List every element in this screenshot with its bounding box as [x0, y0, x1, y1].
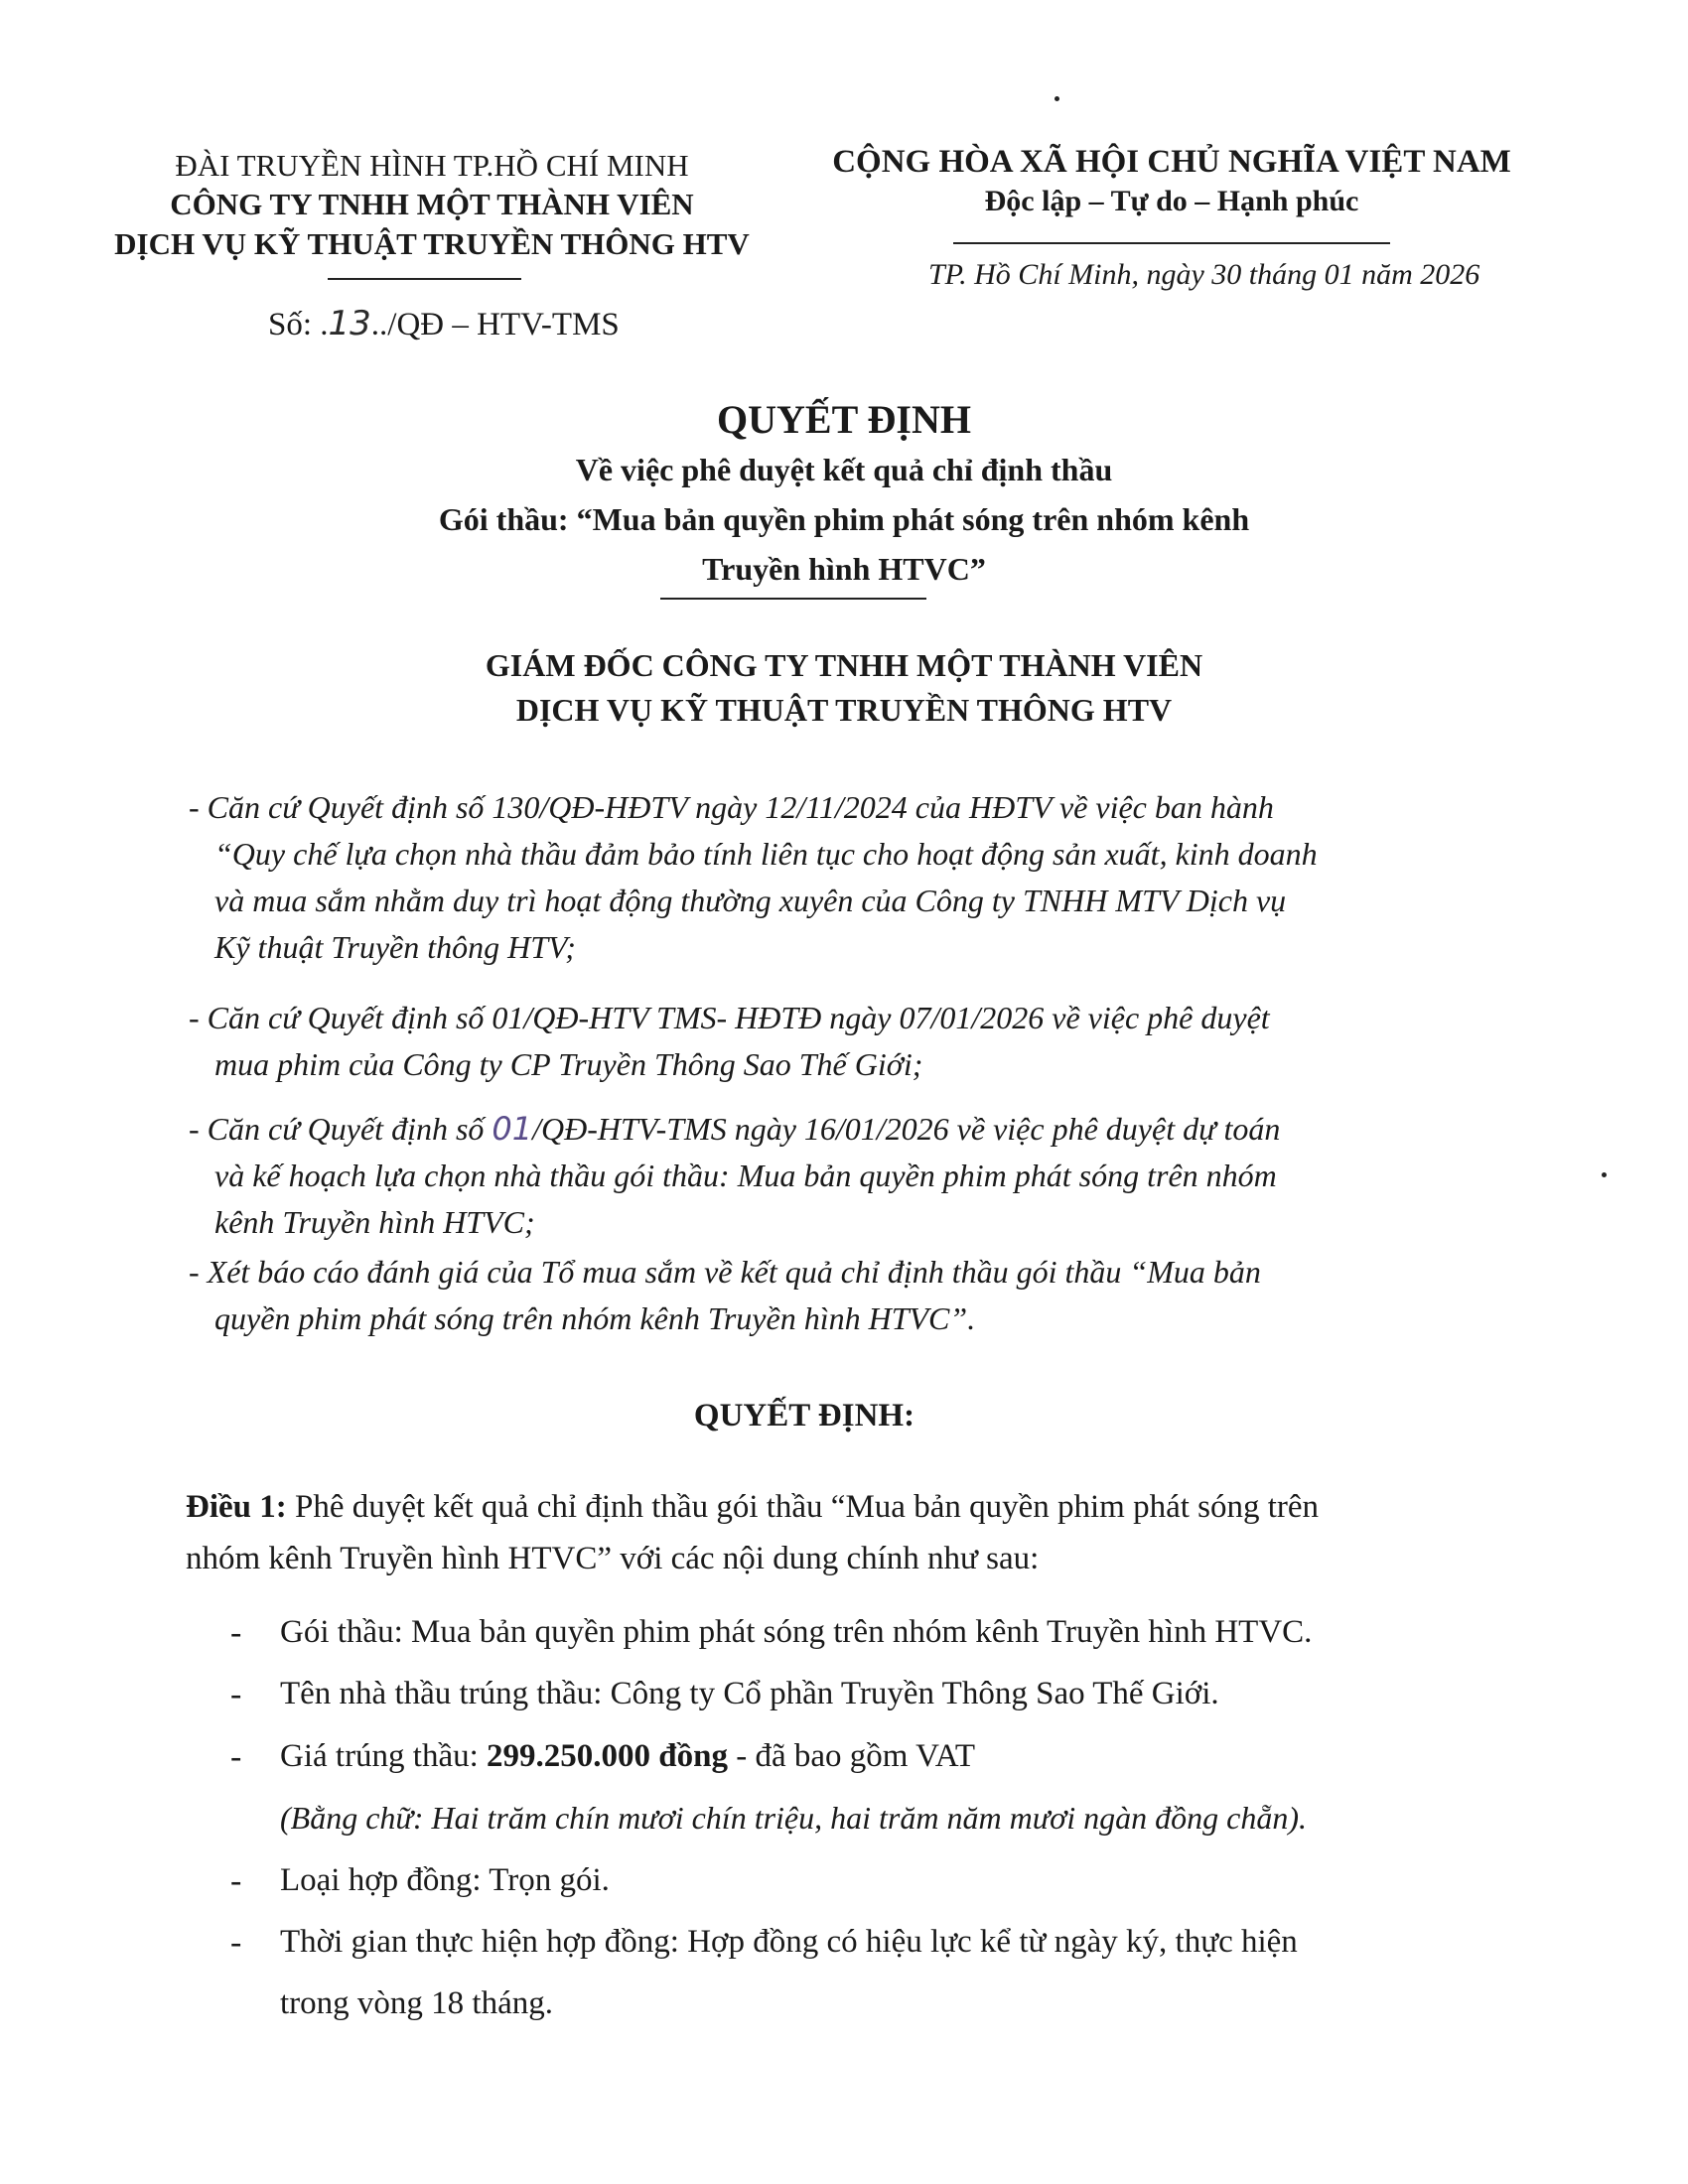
document-date: TP. Hồ Chí Minh, ngày 30 tháng 01 năm 2026 — [928, 258, 1480, 291]
handwritten-decision-number: 01 — [492, 1110, 533, 1148]
title-package-line2: Truyền hình HTVC” — [702, 551, 986, 587]
agency-name: ĐÀI TRUYỀN HÌNH TP.HỒ CHÍ MINH — [175, 148, 689, 183]
price-in-words: (Bằng chữ: Hai trăm chín mươi chín triệu, hai trăm năm mươi ngàn đồng chẵn). — [280, 1800, 1307, 1836]
authority-block — [0, 643, 1688, 733]
title-subject: Về việc phê duyệt kết quả chỉ định thầu — [575, 452, 1113, 487]
bullet-dash: - — [230, 1676, 242, 1712]
national-motto: Độc lập – Tự do – Hạnh phúc — [984, 185, 1359, 217]
header-left-underline — [328, 278, 521, 280]
title-package-line1: Gói thầu: “Mua bản quyền phim phát sóng trên nhóm kênh — [438, 501, 1250, 537]
handwritten-number: 13 — [328, 304, 371, 343]
bullet-dash: - — [230, 1738, 242, 1775]
basis-2: - Căn cứ Quyết định số 01/QĐ-HTV TMS- HĐTĐ ngày 07/01/2026 về việc phê duyệt mua phim của Công ty CP Truyền Thông Sao Thế Giới; — [189, 1000, 1270, 1082]
decision-heading: QUYẾT ĐỊNH: — [693, 1398, 915, 1433]
title-heading: QUYẾT ĐỊNH — [717, 397, 971, 442]
article-1-label: Điều 1: — [186, 1489, 287, 1525]
basis-3: - Căn cứ Quyết định số 01/QĐ-HTV-TMS ngày 16/01/2026 về việc phê duyệt dự toán và kế hoạch lựa chọn nhà thầu gói thầu: Mua bản quyền phim phát sóng trên nhóm kênh Truyền hình HTVC; — [189, 1110, 1281, 1240]
title-block — [0, 395, 1688, 594]
article-1: Điều 1: Phê duyệt kết quả chỉ định thầu gói thầu “Mua bản quyền phim phát sóng trên nhóm kênh Truyền hình HTVC” với các nội dung chính như sau: — [186, 1489, 1320, 1576]
item-contractor: Tên nhà thầu trúng thầu: Công ty Cổ phần Truyền Thông Sao Thế Giới. — [280, 1676, 1219, 1711]
title-underline — [660, 598, 926, 600]
bullet-dash: - — [230, 1614, 242, 1651]
bullet-dash: - — [230, 1924, 242, 1961]
header-left — [109, 147, 755, 264]
bullet-dash: - — [230, 1862, 242, 1899]
company-name-line1: CÔNG TY TNHH MỘT THÀNH VIÊN — [170, 187, 694, 221]
basis-1: - Căn cứ Quyết định số 130/QĐ-HĐTV ngày 12/11/2024 của HĐTV về việc ban hành “Quy chế lựa chọn nhà thầu đảm bảo tính liên tục cho hoạt động sản xuất, kinh doanh và mua sắm nhằm duy trì hoạt động thường xuyên của Công ty TNHH MTV Dịch vụ Kỹ thuật Truyền thông HTV; — [189, 789, 1318, 965]
document-number: Số: .13../QĐ – HTV-TMS — [268, 304, 620, 343]
item-contract-type: Loại hợp đồng: Trọn gói. — [280, 1862, 610, 1898]
authority-line2: DỊCH VỤ KỸ THUẬT TRUYỀN THÔNG HTV — [515, 692, 1173, 728]
item-duration-line1: Thời gian thực hiện hợp đồng: Hợp đồng có hiệu lực kể từ ngày ký, thực hiện — [280, 1924, 1298, 1960]
price-value: 299.250.000 đồng — [487, 1738, 729, 1774]
scan-speck — [1602, 1172, 1607, 1177]
header-right-underline — [953, 242, 1390, 244]
item-price: Giá trúng thầu: 299.250.000 đồng - đã bao gồm VAT — [280, 1738, 976, 1774]
item-duration-line2: trong vòng 18 tháng. — [280, 1985, 553, 2021]
company-name-line2: DỊCH VỤ KỸ THUẬT TRUYỀN THÔNG HTV — [114, 226, 750, 261]
basis-4: - Xét báo cáo đánh giá của Tổ mua sắm về kết quả chỉ định thầu gói thầu “Mua bản quyền phim phát sóng trên nhóm kênh Truyền hình HTVC”. — [189, 1254, 1261, 1336]
authority-line1: GIÁM ĐỐC CÔNG TY TNHH MỘT THÀNH VIÊN — [485, 647, 1203, 683]
scan-speck — [1055, 96, 1059, 101]
header-right — [799, 141, 1544, 220]
item-package: Gói thầu: Mua bản quyền phim phát sóng trên nhóm kênh Truyền hình HTVC. — [280, 1614, 1313, 1650]
national-title: CỘNG HÒA XÃ HỘI CHỦ NGHĨA VIỆT NAM — [832, 144, 1511, 180]
